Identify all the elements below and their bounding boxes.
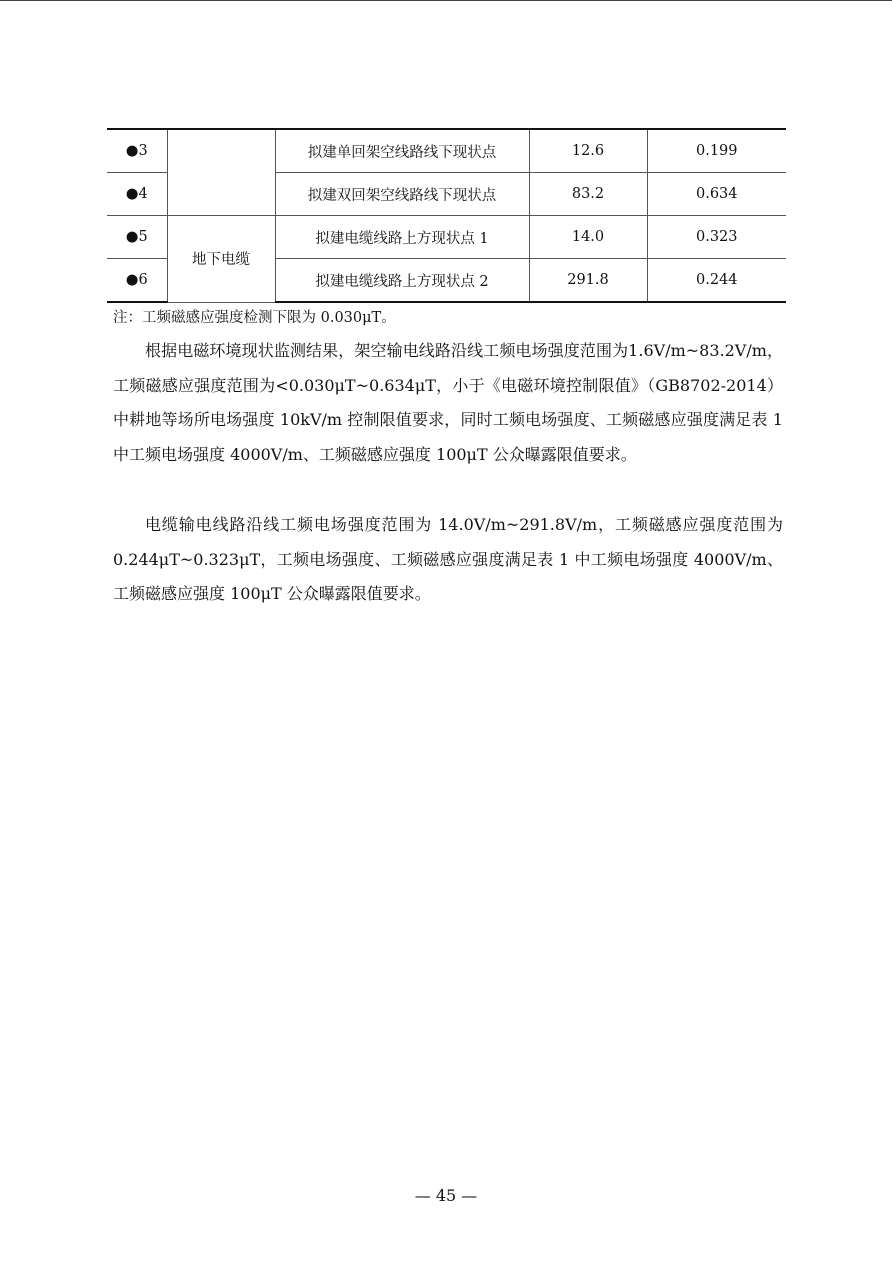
point-name-cell: 拟建单回架空线路线下现状点 xyxy=(275,129,529,173)
point-name-cell: 拟建双回架空线路线下现状点 xyxy=(275,173,529,216)
electric-field-cell: 12.6 xyxy=(529,129,647,173)
point-name-cell: 拟建电缆线路上方现状点 2 xyxy=(275,259,529,303)
table-row xyxy=(107,216,786,259)
magnetic-field-cell: 0.323 xyxy=(647,216,786,259)
magnetic-field-cell: 0.199 xyxy=(647,129,786,173)
monitoring-results-table xyxy=(107,128,786,303)
point-name-cell: 拟建电缆线路上方现状点 1 xyxy=(275,216,529,259)
electric-field-cell: 83.2 xyxy=(529,173,647,216)
electric-field-cell: 14.0 xyxy=(529,216,647,259)
top-border-line xyxy=(0,0,892,1)
magnetic-field-cell: 0.634 xyxy=(647,173,786,216)
point-id-cell: ●5 xyxy=(107,216,167,259)
electric-field-cell: 291.8 xyxy=(529,259,647,303)
body-paragraph-overhead-lines: 根据电磁环境现状监测结果，架空输电线路沿线工频电场强度范围为1.6V/m~83.2V/m，工频磁感应强度范围为<0.030μT~0.634μT，小于《电磁环境控制限值》（GB8702-2014）中耕地等场所电场强度 10kV/m 控制限值要求，同时工频电场强度、工频磁感应强度满足表 1 中工频电场强度 4000V/m、工频磁感应强度 100μT 公众曝露限值要求。 xyxy=(113,341,783,465)
category-cell: 地下电缆 xyxy=(167,216,275,303)
page-number: — 45 — xyxy=(414,1186,478,1205)
category-cell xyxy=(167,129,275,216)
point-id-cell: ●4 xyxy=(107,173,167,216)
point-id-cell: ●3 xyxy=(107,129,167,173)
body-paragraph-cable-lines: 电缆输电线路沿线工频电场强度范围为 14.0V/m~291.8V/m，工频磁感应强度范围为 0.244μT~0.323μT，工频电场强度、工频磁感应强度满足表 1 中工频电场强度 4000V/m、工频磁感应强度 100μT 公众曝露限值要求。 xyxy=(113,515,783,604)
table-note: 注：工频磁感应强度检测下限为 0.030μT。 xyxy=(113,310,396,326)
point-id-cell: ●6 xyxy=(107,259,167,303)
magnetic-field-cell: 0.244 xyxy=(647,259,786,303)
table-row xyxy=(107,129,786,173)
